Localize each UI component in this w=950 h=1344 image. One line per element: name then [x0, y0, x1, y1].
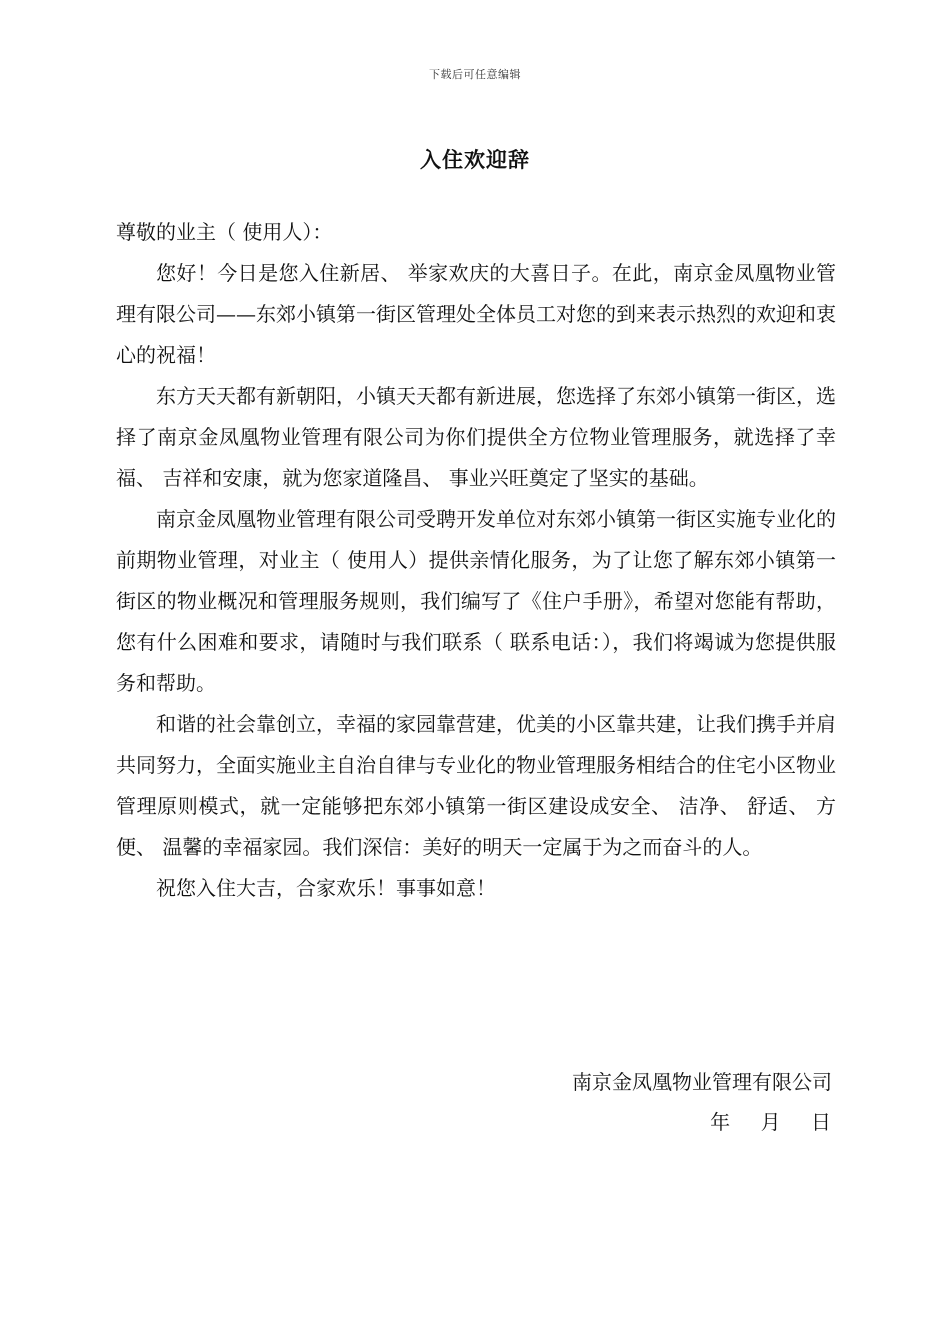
paragraph-greeting: 您好！今日是您入住新居、 举家欢庆的大喜日子。在此，南京金凤凰物业管理有限公司——东郊小镇第一街区管理处全体员工对您的到来表示热烈的欢迎和衷心的祝福！	[116, 261, 836, 367]
paragraph-service: 南京金凤凰物业管理有限公司受聘开发单位对东郊小镇第一街区实施专业化的前期物业管理，对业主（ 使用人）提供亲情化服务，为了让您了解东郊小镇第一街区的物业概况和管理服务规则，我们编写了《住户手册》，希望对您能有帮助，您有什么困难和要求，请随时与我们联系（ 联系电话：），我们将竭诚为您提供服务和帮助。	[116, 507, 836, 695]
paragraph-wishes: 祝您入住大吉，合家欢乐！事事如意！	[156, 876, 496, 900]
paragraph-choice: 东方天天都有新朝阳，小镇天天都有新进展，您选择了东郊小镇第一街区，选择了南京金凤凰物业管理有限公司为你们提供全方位物业管理服务，就选择了幸福、 吉祥和安康，就为您家道隆昌、 事业兴旺奠定了坚实的基础。	[116, 384, 836, 490]
salutation: 尊敬的业主（ 使用人）：	[116, 220, 333, 244]
document-title: 入住欢迎辞	[420, 147, 530, 172]
signature-block	[572, 1062, 832, 1142]
signature-date: 年 月 日	[710, 1110, 832, 1134]
letter-body	[116, 212, 836, 909]
paragraph-community: 和谐的社会靠创立，幸福的家园靠营建，优美的小区靠共建，让我们携手并肩共同努力，全面实施业主自治自律与专业化的物业管理服务相结合的住宅小区物业管理原则模式，就一定能够把东郊小镇第一街区建设成安全、 洁净、 舒适、 方便、 温馨的幸福家园。我们深信：美好的明天一定属于为之而奋斗的人。	[116, 712, 836, 859]
download-note: 下载后可任意编辑	[429, 68, 521, 81]
signature-company: 南京金凤凰物业管理有限公司	[572, 1070, 832, 1094]
